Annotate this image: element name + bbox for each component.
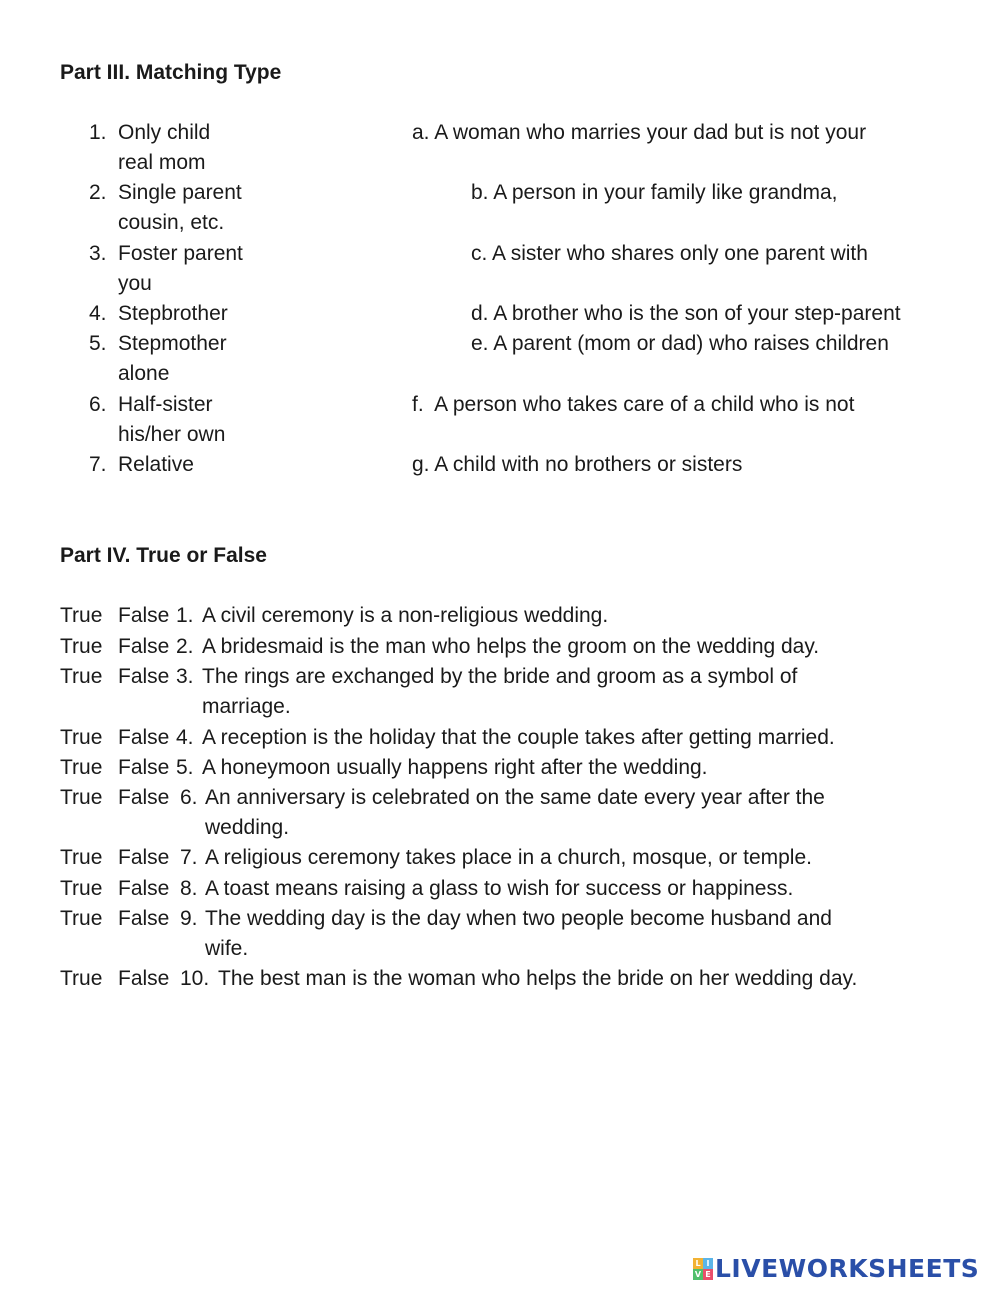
false-option[interactable]: False [118, 604, 170, 627]
matching-item-num: 2. [89, 181, 107, 204]
matching-item-term: Stepmother [118, 332, 227, 355]
true-option[interactable]: True [60, 907, 103, 930]
statement-text: A toast means raising a glass to wish for success or happiness. [205, 877, 794, 900]
false-option[interactable]: False [118, 907, 170, 930]
statement-text: A reception is the holiday that the couple takes after getting married. [202, 726, 835, 749]
true-option[interactable]: True [60, 756, 103, 779]
part4-heading: Part IV. True or False [60, 544, 267, 567]
statement-text: The rings are exchanged by the bride and groom as a symbol of [202, 665, 798, 688]
statement-num: 4. [176, 726, 194, 749]
false-option[interactable]: False [118, 665, 170, 688]
statement-text: A honeymoon usually happens right after the wedding. [202, 756, 708, 779]
matching-definition: d. A brother who is the son of your step-parent [471, 302, 901, 325]
statement-num: 9. [180, 907, 198, 930]
matching-item-term: Stepbrother [118, 302, 228, 325]
statement-text: A bridesmaid is the man who helps the groom on the wedding day. [202, 635, 820, 658]
matching-definition: c. A sister who shares only one parent with [471, 242, 868, 265]
statement-num: 10. [180, 967, 210, 990]
matching-item-num: 1. [89, 121, 107, 144]
true-option[interactable]: True [60, 877, 103, 900]
matching-item-num: 6. [89, 393, 107, 416]
matching-wrap-text: you [118, 272, 152, 295]
matching-wrap-text: his/her own [118, 423, 226, 446]
true-option[interactable]: True [60, 604, 103, 627]
matching-item-term: Only child [118, 121, 211, 144]
matching-wrap-text: real mom [118, 151, 206, 174]
false-option[interactable]: False [118, 877, 170, 900]
logo-tile: L [693, 1258, 703, 1269]
statement-num: 8. [180, 877, 198, 900]
false-option[interactable]: False [118, 967, 170, 990]
matching-definition: a. A woman who marries your dad but is not your [412, 121, 867, 144]
statement-wrap-text: wife. [205, 937, 249, 960]
statement-wrap-text: marriage. [202, 695, 291, 718]
statement-wrap-text: wedding. [205, 816, 290, 839]
statement-num: 3. [176, 665, 194, 688]
true-option[interactable]: True [60, 635, 103, 658]
logo-tiles-icon [693, 1258, 713, 1280]
true-option[interactable]: True [60, 665, 103, 688]
matching-item-term: Single parent [118, 181, 242, 204]
logo-tile: E [703, 1269, 713, 1280]
false-option[interactable]: False [118, 756, 170, 779]
statement-text: An anniversary is celebrated on the same date every year after the [205, 786, 825, 809]
matching-definition: e. A parent (mom or dad) who raises children [471, 332, 889, 355]
logo-text: LIVEWORKSHEETS [715, 1254, 980, 1283]
false-option[interactable]: False [118, 846, 170, 869]
matching-item-num: 3. [89, 242, 107, 265]
matching-definition: g. A child with no brothers or sisters [412, 453, 743, 476]
liveworksheets-logo [693, 1256, 979, 1282]
statement-text: The wedding day is the day when two people become husband and [205, 907, 832, 930]
true-option[interactable]: True [60, 786, 103, 809]
statement-text: A religious ceremony takes place in a church, mosque, or temple. [205, 846, 812, 869]
matching-item-num: 4. [89, 302, 107, 325]
matching-definition: b. A person in your family like grandma, [471, 181, 838, 204]
matching-wrap-text: cousin, etc. [118, 211, 225, 234]
statement-num: 6. [180, 786, 198, 809]
false-option[interactable]: False [118, 786, 170, 809]
true-option[interactable]: True [60, 726, 103, 749]
true-option[interactable]: True [60, 967, 103, 990]
matching-item-term: Half-sister [118, 393, 213, 416]
statement-num: 2. [176, 635, 194, 658]
part3-heading: Part III. Matching Type [60, 61, 282, 84]
false-option[interactable]: False [118, 726, 170, 749]
statement-num: 7. [180, 846, 198, 869]
matching-item-num: 7. [89, 453, 107, 476]
false-option[interactable]: False [118, 635, 170, 658]
matching-item-term: Relative [118, 453, 194, 476]
matching-wrap-text: alone [118, 362, 170, 385]
logo-tile: V [694, 1270, 702, 1279]
statement-num: 5. [176, 756, 194, 779]
statement-text: The best man is the woman who helps the bride on her wedding day. [218, 967, 858, 990]
true-option[interactable]: True [60, 846, 103, 869]
matching-item-term: Foster parent [118, 242, 243, 265]
matching-item-num: 5. [89, 332, 107, 355]
statement-num: 1. [176, 604, 194, 627]
logo-tile: I [703, 1258, 713, 1269]
matching-definition: f. A person who takes care of a child who is not [412, 393, 855, 416]
statement-text: A civil ceremony is a non-religious wedding. [202, 604, 609, 627]
